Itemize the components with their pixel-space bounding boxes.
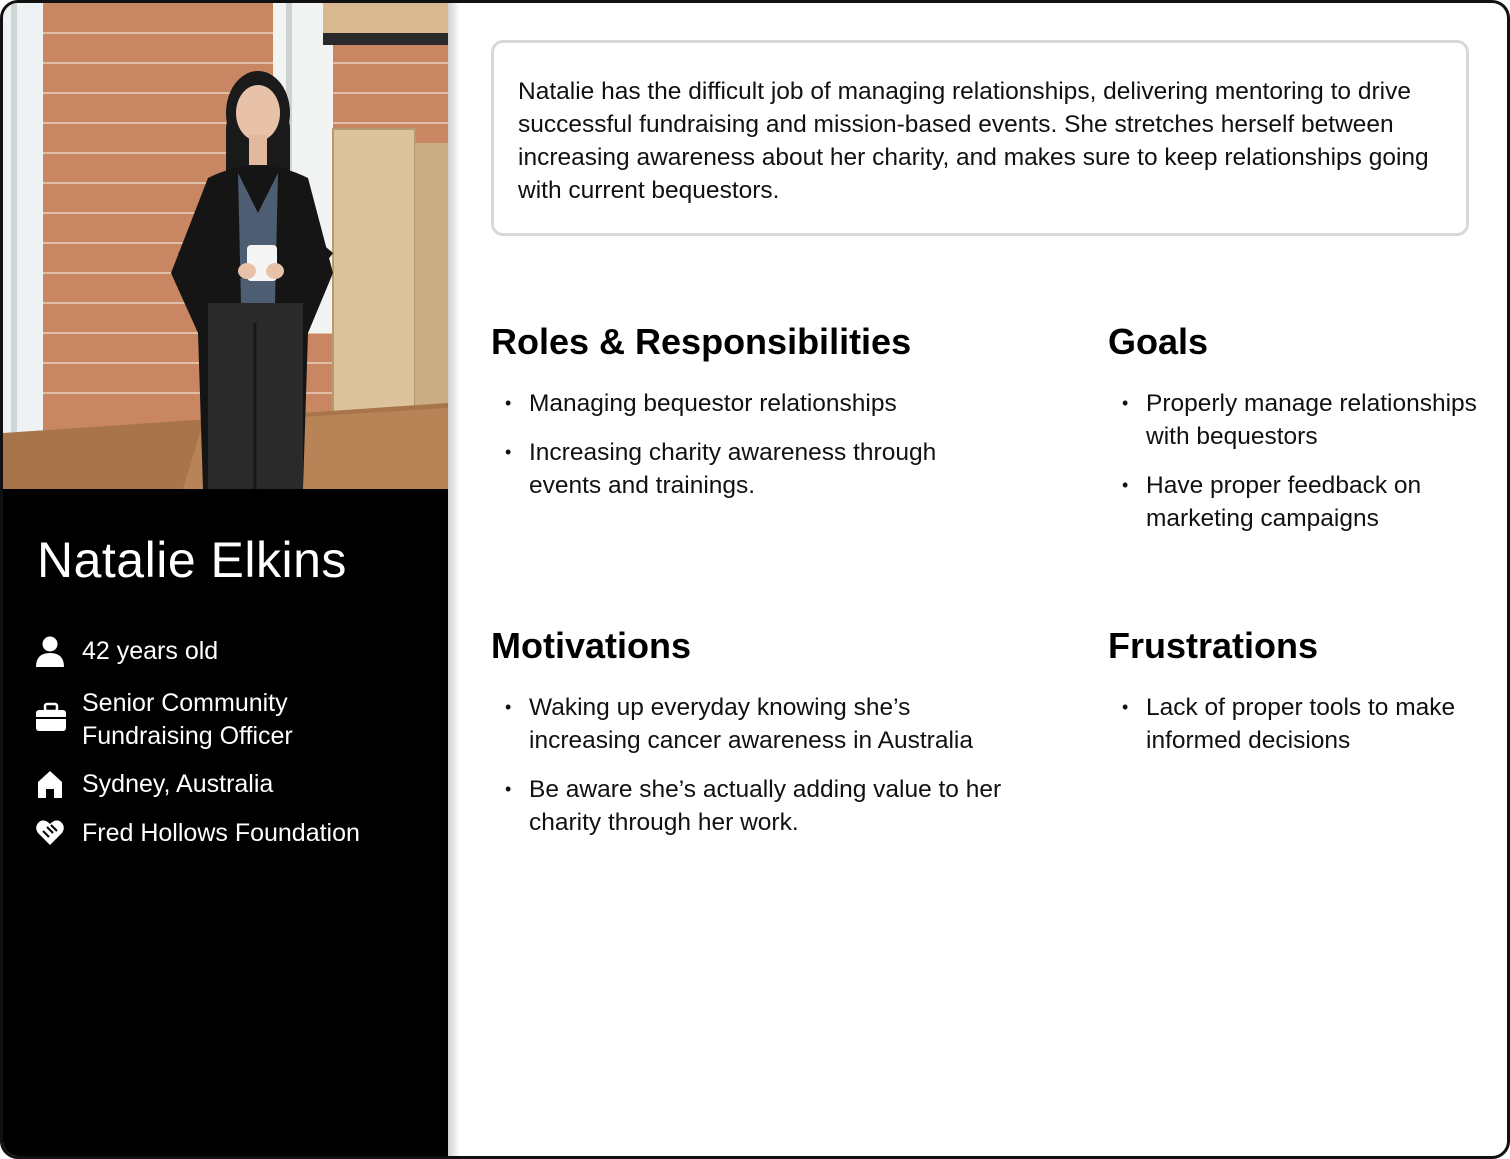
motivations-section [491,625,1031,836]
motivations-list [491,691,1011,855]
goals-heading: Goals [1108,321,1209,362]
list-item: • Lack of proper tools to make informed decisions [1122,694,1456,754]
list-item: • Waking up everyday knowing she’s increasing cancer awareness in Australia [505,694,973,754]
motivations-heading: Motivations [491,625,692,666]
persona-name: Natalie Elkins [37,532,347,588]
goals-list [1108,387,1478,551]
list-item: • Be aware she’s actually adding value to her charity through her work. [505,776,1002,836]
list-item: • Managing bequestor relationships [505,390,897,417]
roles-list [491,387,1011,518]
home-icon [35,768,67,800]
goals-section [1108,321,1478,532]
roles-heading: Roles & Responsibilities [491,321,912,362]
heart-hands-icon [35,817,67,849]
briefcase-icon [35,701,67,733]
list-item: • Increasing charity awareness through events and trainings. [505,439,937,499]
summary-box [491,40,1469,236]
roles-section [491,321,1031,499]
persona-sidebar: Natalie Elkins 42 years old Senior Community Fundraising Officer Sydney, Australia Fred Hollows Foundation [3,3,448,1159]
frustrations-list [1108,691,1478,773]
persona-photo [3,3,448,489]
list-item: • Have proper feedback on marketing campaigns [1122,472,1422,532]
list-item: • Properly manage relationships with bequestors [1122,390,1477,450]
person-icon [35,635,67,667]
sidebar-shadow [448,3,460,1159]
frustrations-heading: Frustrations [1108,625,1319,666]
summary-text: Natalie has the difficult job of managing relationships, delivering mentoring to drive successful fundraising and mission-based events. She stretches herself between increasing awareness about her charity, and makes sure to keep relationships going with current bequestors. [518,78,1429,204]
frustrations-section [1108,625,1478,754]
